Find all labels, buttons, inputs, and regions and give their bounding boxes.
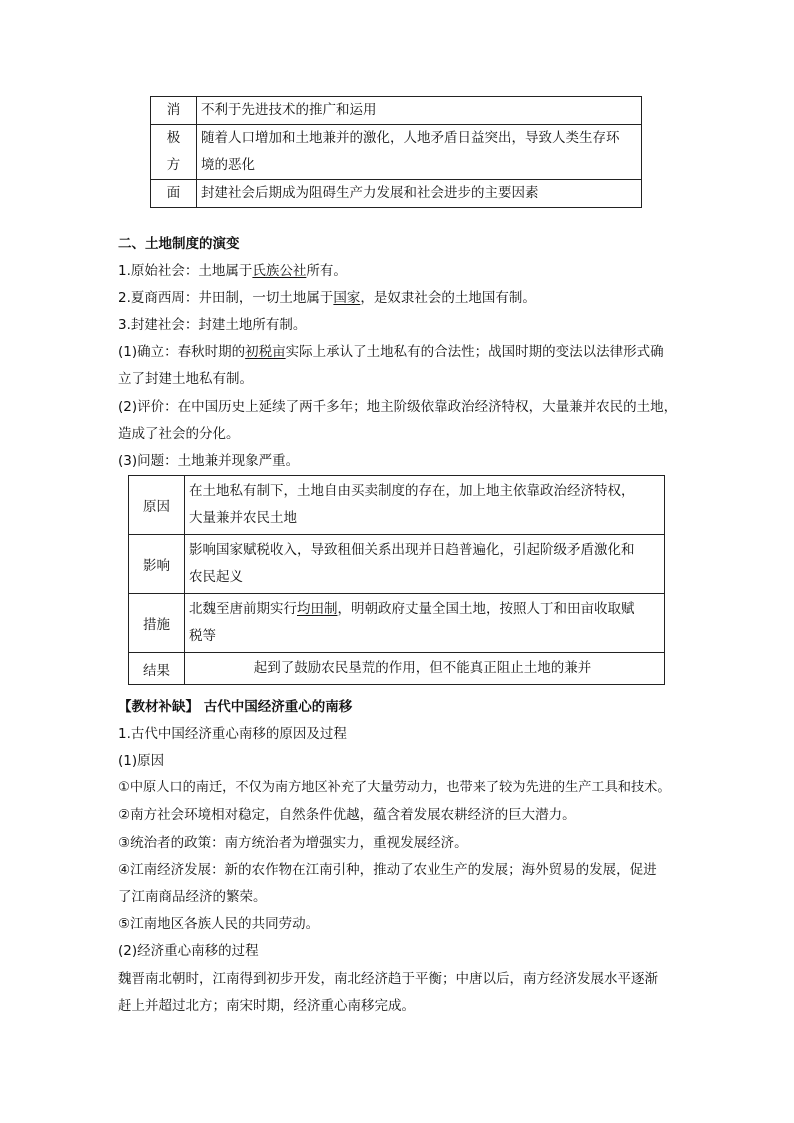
reason-5: ⑤江南地区各族人民的共同劳动。 [118, 916, 320, 932]
table-cell: 封建社会后期成为阻碍生产力发展和社会进步的主要因素 [197, 180, 642, 208]
para-establish [118, 340, 664, 360]
text: ，是奴隶社会的土地国有制。 [360, 290, 536, 306]
reason-2: ②南方社会环境相对稳定，自然条件优越，蕴含着发展农耕经济的巨大潜力。 [118, 807, 576, 823]
reason-title: (1)原因 [118, 753, 165, 769]
text: 实际上承认了土地私有的合法性；战国时期的变法以法律形式确 [285, 344, 664, 360]
underlined-term: 均田制 [297, 601, 338, 617]
para-establish-cont: 立了封建土地私有制。 [118, 371, 253, 387]
para-evaluation: (2)评价：在中国历史上延续了两千多年；地主阶级依靠政治经济特权，大量兼并农民的土地， [118, 399, 678, 415]
para-evaluation-cont: 造成了社会的分化。 [118, 426, 240, 442]
table-cell-line: 境的恶化 [201, 157, 255, 173]
table-cell [185, 535, 665, 594]
table-cell-line: 大量兼并农民土地 [189, 510, 297, 526]
label-char: 方 [151, 152, 197, 180]
label-char: 消 [151, 97, 197, 125]
text: (1)确立：春秋时期的 [118, 344, 246, 360]
item-primitive [118, 259, 347, 279]
table-cell-line [189, 596, 656, 623]
process-title: (2)经济重心南移的过程 [118, 943, 259, 959]
reason-1: ①中原人口的南迁，不仅为南方地区补充了大量劳动力，也带来了较为先进的生产工具和技术。 [118, 780, 671, 795]
underlined-term: 国家 [333, 290, 361, 306]
process-text-cont: 赶上并超过北方；南宋时期，经济重心南移完成。 [118, 998, 415, 1014]
text: ，明朝政府丈量全国土地，按照人丁和田亩收取赋 [337, 601, 635, 617]
table-cell-line: 税等 [189, 628, 216, 644]
table-cell-line: 影响国家赋税收入，导致租佃关系出现并日趋普遍化，引起阶级矛盾激化和 [189, 542, 635, 558]
negative-aspects-table [150, 96, 642, 208]
process-text: 魏晋南北朝时，江南得到初步开发，南北经济趋于平衡；中唐以后，南方经济发展水平逐渐 [118, 971, 658, 987]
underlined-term: 氏族公社 [252, 263, 307, 279]
section-heading: 二、土地制度的演变 [118, 236, 240, 252]
table-cell-line: 农民起义 [189, 569, 243, 585]
table-cell [185, 476, 665, 535]
reason-3: ③统治者的政策：南方统治者为增强实力，重视发展经济。 [118, 835, 468, 851]
row-label: 原因 [129, 476, 185, 535]
row-label: 影响 [129, 535, 185, 594]
para-problem: (3)问题：土地兼并现象严重。 [118, 453, 300, 469]
table-cell-line: 在土地私有制下，土地自由买卖制度的存在，加上地主依靠政治经济特权， [189, 483, 635, 499]
table-cell: 起到了鼓励农民垦荒的作用，但不能真正阻止土地的兼并 [185, 653, 665, 685]
label-char: 面 [151, 180, 197, 208]
text: 所有。 [306, 263, 347, 279]
row-label: 措施 [129, 594, 185, 653]
supplement-heading: 【教材补缺】 古代中国经济重心的南移 [118, 699, 353, 715]
supplement-subheading: 1.古代中国经济重心南移的原因及过程 [118, 726, 347, 742]
table-cell: 不利于先进技术的推广和运用 [197, 97, 642, 125]
table-cell [185, 594, 665, 653]
text: 北魏至唐前期实行 [189, 601, 297, 617]
text: 2.夏商西周：井田制，一切土地属于 [118, 290, 334, 306]
item-xia-shang-zhou [118, 286, 536, 306]
underlined-term: 初税亩 [245, 344, 286, 360]
land-annexation-table [128, 475, 665, 685]
item-feudal: 3.封建社会：封建土地所有制。 [118, 317, 307, 333]
table-cell-line: 随着人口增加和土地兼并的激化，人地矛盾日益突出，导致人类生存环 [201, 130, 620, 146]
text: 1.原始社会：土地属于 [118, 263, 253, 279]
reason-4: ④江南经济发展：新的农作物在江南引种，推动了农业生产的发展；海外贸易的发展，促进 [118, 862, 657, 878]
table-cell [197, 125, 642, 180]
reason-4-cont: 了江南商品经济的繁荣。 [118, 889, 267, 905]
label-char: 极 [151, 125, 197, 153]
row-label: 结果 [129, 653, 185, 685]
